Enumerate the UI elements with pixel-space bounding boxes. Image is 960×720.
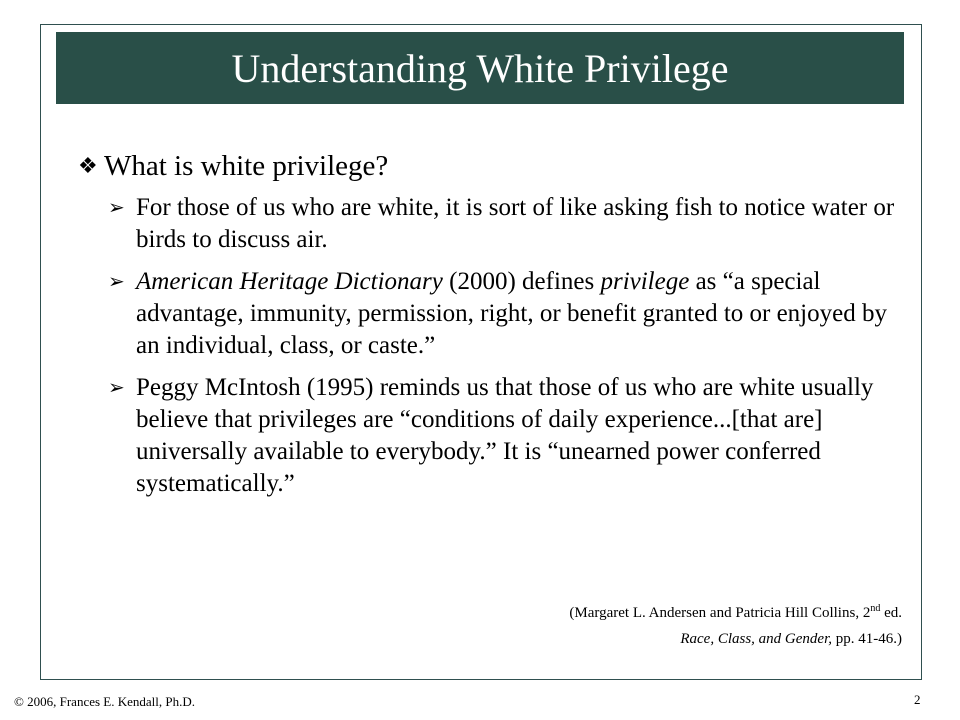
footer-copyright: © 2006, Frances E. Kendall, Ph.D. — [14, 694, 196, 709]
page-number: 2 — [914, 692, 921, 707]
citation-superscript: nd — [870, 603, 881, 614]
citation-text: pp. 41-46.) — [832, 631, 902, 647]
privilege-term: privilege — [600, 268, 690, 295]
arrowhead-bullet-icon: ➢ — [108, 197, 125, 219]
citation-book-title: Race, Class, and Gender, — [680, 631, 832, 647]
bullet-text: What is white privilege? — [104, 150, 389, 182]
slide-content — [78, 148, 908, 510]
arrowhead-bullet-icon: ➢ — [108, 271, 125, 293]
sub-bullet-fish-water — [108, 192, 908, 256]
slide-title: Understanding White Privilege — [231, 45, 729, 91]
bullet-what-is-white-privilege — [78, 148, 908, 184]
title-bar — [56, 32, 904, 104]
arrowhead-bullet-icon: ➢ — [108, 377, 125, 399]
citation — [569, 596, 902, 652]
sub-bullet-text — [136, 266, 906, 362]
sub-bullet-dictionary-definition — [108, 266, 908, 362]
diamond-quad-bullet-icon: ❖ — [78, 153, 98, 178]
sub-bullet-text: Peggy McIntosh (1995) reminds us that those of us who are white usually believe that privileges are “conditions of daily experience...[that are] universally available to everybody.” It is “unearned power conferred systematically.” — [136, 374, 874, 497]
citation-line-2 — [569, 626, 902, 652]
citation-line-1 — [569, 596, 902, 626]
dictionary-title: American Heritage Dictionary — [136, 268, 443, 295]
sub-bullet-text-part: as “a special advantage, immunity, permission, right, or benefit granted to or enjoyed by an individual, class, or caste.” — [136, 268, 887, 359]
citation-text: (Margaret L. Andersen and Patricia Hill Collins, 2 — [569, 605, 871, 621]
sub-bullet-text-part: (2000) defines — [442, 268, 601, 295]
sub-bullet-mcintosh — [108, 372, 908, 500]
sub-bullet-text: For those of us who are white, it is sort of like asking fish to notice water or birds to discuss air. — [136, 194, 895, 253]
citation-text: ed. — [880, 605, 902, 621]
